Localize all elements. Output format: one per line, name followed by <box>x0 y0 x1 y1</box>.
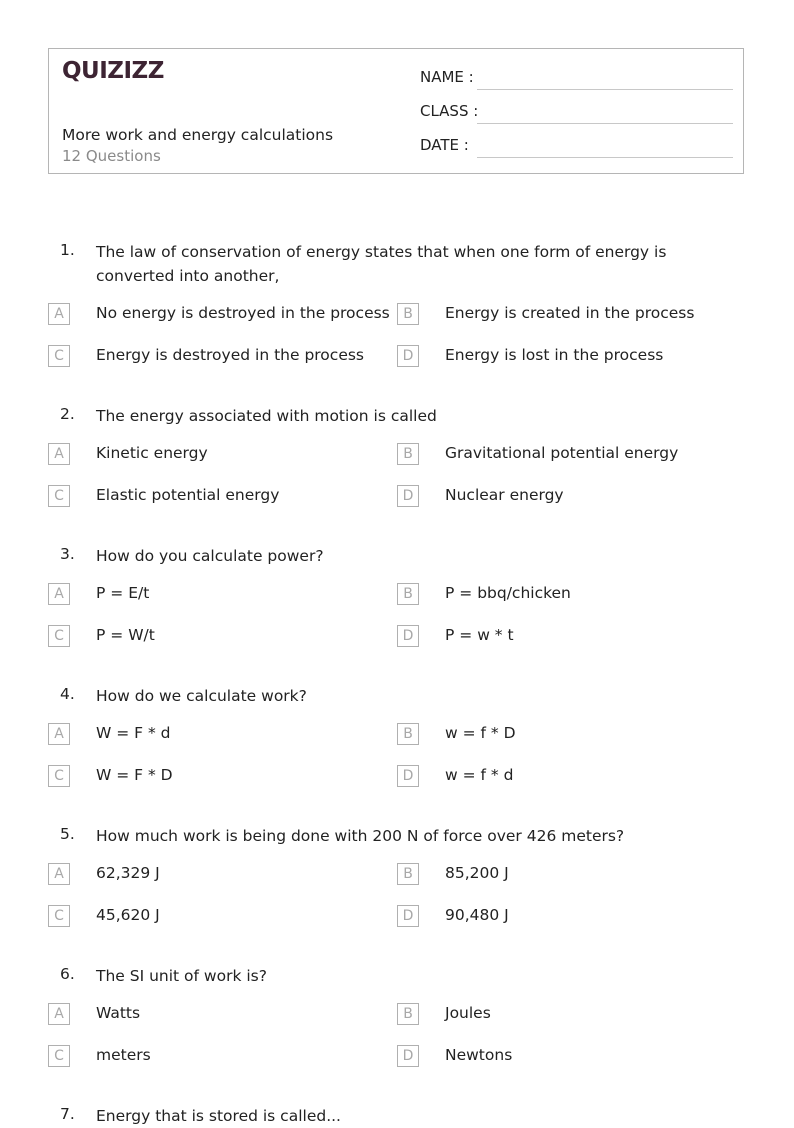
question-number: 7. <box>60 1105 75 1123</box>
option-c-text: W = F * D <box>96 766 173 784</box>
option-b-text: w = f * D <box>445 724 516 742</box>
question-text: Energy that is stored is called... <box>96 1107 341 1125</box>
option-c-box[interactable]: C <box>48 765 70 787</box>
question-number: 2. <box>60 405 75 423</box>
question-number: 5. <box>60 825 75 843</box>
option-c-text: 45,620 J <box>96 906 160 924</box>
option-a-text: W = F * d <box>96 724 171 742</box>
option-a-text: No energy is destroyed in the process <box>96 304 390 322</box>
option-b-box[interactable]: B <box>397 443 419 465</box>
option-b-text: 85,200 J <box>445 864 509 882</box>
option-b-box[interactable]: B <box>397 1003 419 1025</box>
option-d-box[interactable]: D <box>397 905 419 927</box>
quizizz-logo: QUIZIZZ <box>62 58 164 84</box>
option-d-text: Newtons <box>445 1046 513 1064</box>
question-text: How do we calculate work? <box>96 687 307 705</box>
option-a-text: Watts <box>96 1004 141 1022</box>
question-text: How much work is being done with 200 N of force over 426 meters? <box>96 827 625 845</box>
name-label: NAME : <box>420 68 474 86</box>
option-c-text: Energy is destroyed in the process <box>96 346 365 364</box>
option-a-box[interactable]: A <box>48 723 70 745</box>
option-d-box[interactable]: D <box>397 485 419 507</box>
option-a-box[interactable]: A <box>48 1003 70 1025</box>
option-c-box[interactable]: C <box>48 485 70 507</box>
question-number: 3. <box>60 545 75 563</box>
option-d-text: 90,480 J <box>445 906 509 924</box>
option-c-text: Elastic potential energy <box>96 486 280 504</box>
question-text: The SI unit of work is? <box>96 967 267 985</box>
option-d-text: Nuclear energy <box>445 486 564 504</box>
option-b-box[interactable]: B <box>397 303 419 325</box>
option-d-text: Energy is lost in the process <box>445 346 664 364</box>
option-a-box[interactable]: A <box>48 303 70 325</box>
question-number: 6. <box>60 965 75 983</box>
option-c-box[interactable]: C <box>48 905 70 927</box>
option-a-box[interactable]: A <box>48 863 70 885</box>
option-a-text: 62,329 J <box>96 864 160 882</box>
date-label: DATE : <box>420 136 469 154</box>
option-d-box[interactable]: D <box>397 1045 419 1067</box>
option-b-box[interactable]: B <box>397 723 419 745</box>
worksheet-title: More work and energy calculations <box>62 126 334 144</box>
question-text: The law of conservation of energy states that when one form of energy is converted into another, <box>96 243 667 285</box>
question-text: The energy associated with motion is called <box>96 407 437 425</box>
option-a-box[interactable]: A <box>48 443 70 465</box>
worksheet-header <box>48 48 744 174</box>
option-a-box[interactable]: A <box>48 583 70 605</box>
option-c-box[interactable]: C <box>48 625 70 647</box>
option-b-text: P = bbq/chicken <box>445 584 571 602</box>
option-a-text: Kinetic energy <box>96 444 208 462</box>
question-number: 4. <box>60 685 75 703</box>
question-number: 1. <box>60 241 75 259</box>
class-field[interactable] <box>477 123 733 124</box>
option-a-text: P = E/t <box>96 584 150 602</box>
option-c-text: meters <box>96 1046 151 1064</box>
option-d-box[interactable]: D <box>397 345 419 367</box>
option-d-text: P = w * t <box>445 626 514 644</box>
option-b-text: Gravitational potential energy <box>445 444 679 462</box>
question-text: How do you calculate power? <box>96 547 324 565</box>
date-field[interactable] <box>477 157 733 158</box>
name-field[interactable] <box>477 89 733 90</box>
option-c-text: P = W/t <box>96 626 155 644</box>
option-c-box[interactable]: C <box>48 345 70 367</box>
question-count: 12 Questions <box>62 147 161 165</box>
option-b-box[interactable]: B <box>397 863 419 885</box>
option-c-box[interactable]: C <box>48 1045 70 1067</box>
class-label: CLASS : <box>420 102 479 120</box>
option-d-box[interactable]: D <box>397 765 419 787</box>
option-b-text: Joules <box>445 1004 491 1022</box>
option-d-box[interactable]: D <box>397 625 419 647</box>
option-b-text: Energy is created in the process <box>445 304 695 322</box>
option-b-box[interactable]: B <box>397 583 419 605</box>
option-d-text: w = f * d <box>445 766 514 784</box>
